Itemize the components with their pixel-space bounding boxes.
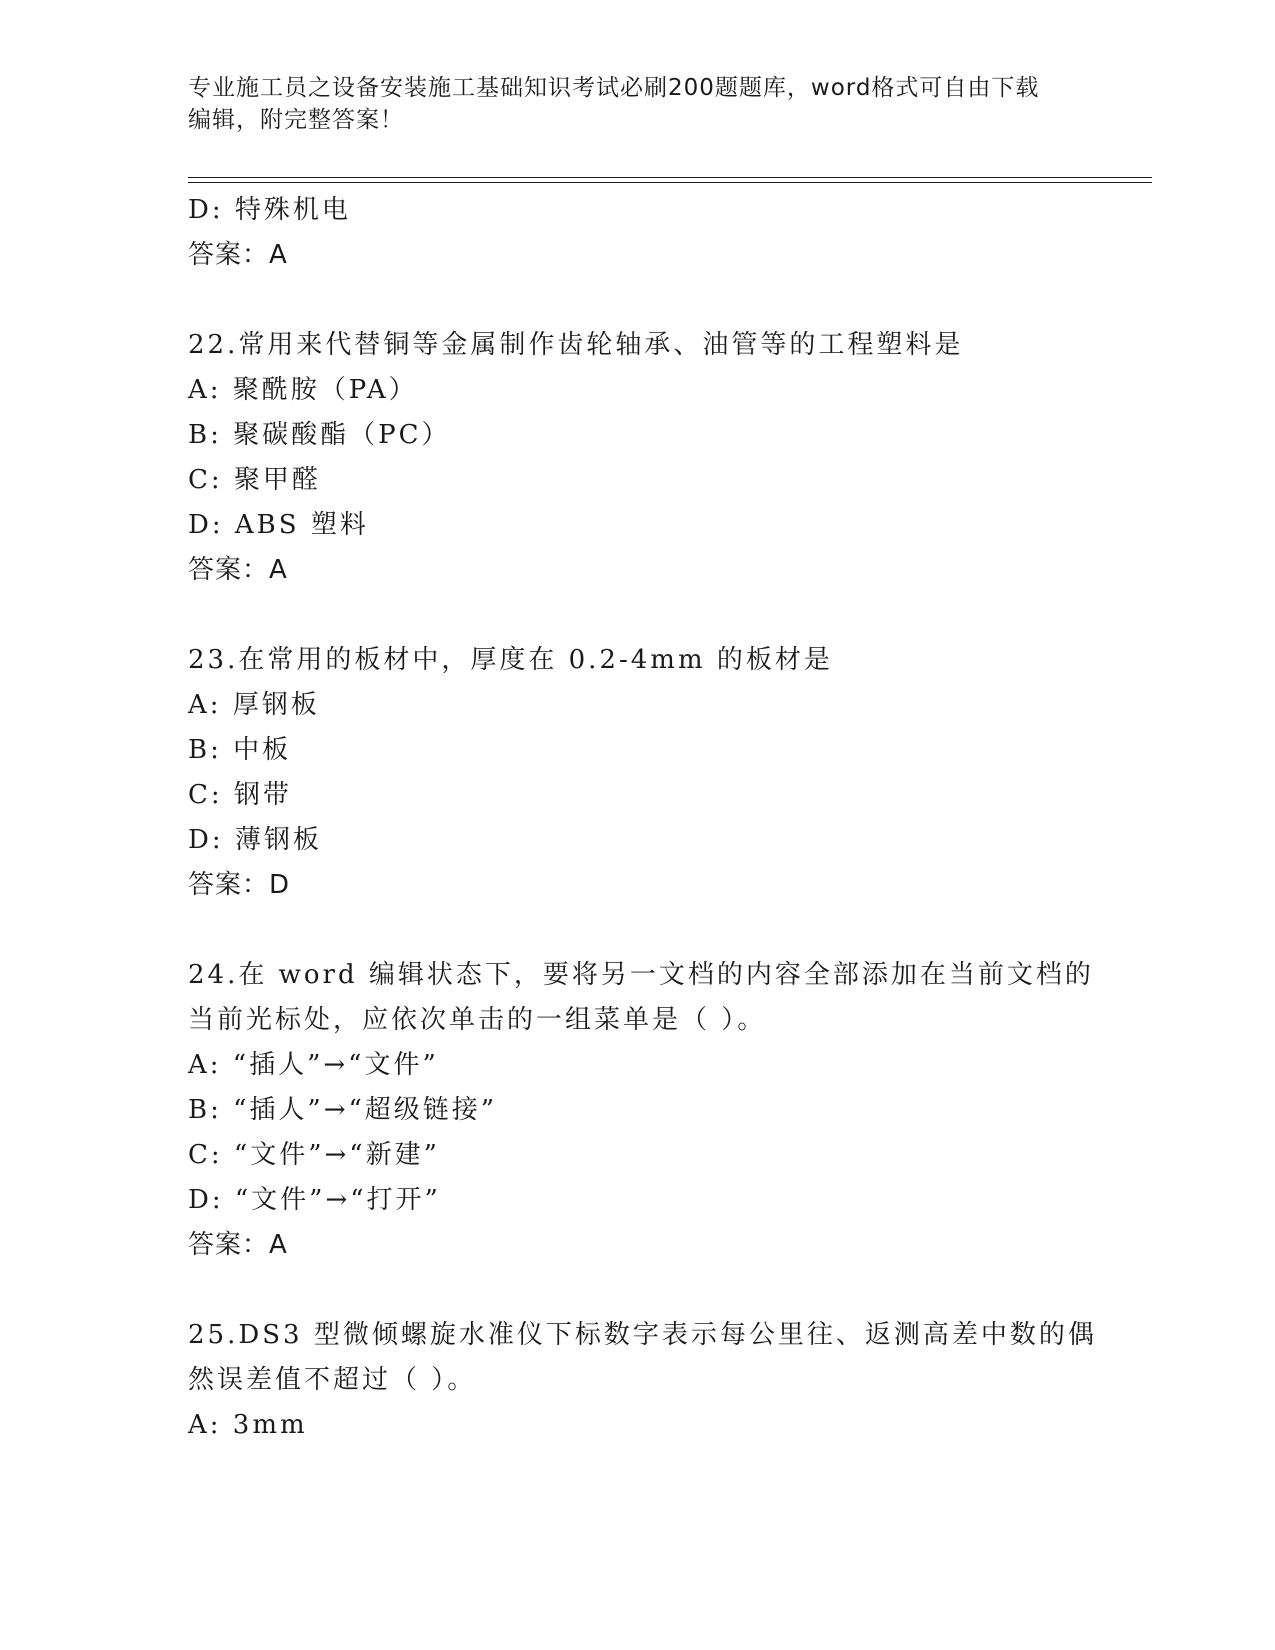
option-a: A: 聚酰胺（PA）: [188, 375, 418, 405]
document-header: [188, 72, 1088, 136]
option-d: D: ABS 塑料: [188, 510, 369, 540]
option-c: C: “文件”→“新建”: [188, 1140, 440, 1170]
document-body: [188, 188, 1097, 1448]
option-b: B: “插人”→“超级链接”: [188, 1095, 498, 1125]
option-a: A: 3mm: [188, 1410, 308, 1440]
question-text-line-1: 25.DS3 型微倾螺旋水准仪下标数字表示每公里往、返测高差中数的偶: [188, 1320, 1097, 1350]
header-line-2: 编辑，附完整答案！: [188, 107, 404, 133]
question-text-line-1: 24.在 word 编辑状态下，要将另一文档的内容全部添加在当前文档的: [188, 960, 1094, 990]
option-c: C: 聚甲醛: [188, 465, 321, 495]
question-text: 22.常用来代替铜等金属制作齿轮轴承、油管等的工程塑料是: [188, 330, 964, 360]
option-a: A: “插人”→“文件”: [188, 1050, 439, 1080]
option-b: B: 中板: [188, 735, 292, 765]
question-text-line-2: 当前光标处，应依次单击的一组菜单是（ ）。: [188, 1005, 767, 1035]
question-24: [188, 953, 1094, 1268]
question-22: [188, 323, 1088, 593]
answer: 答案：A: [188, 1230, 288, 1260]
option-a: A: 厚钢板: [188, 690, 320, 720]
spacer: [188, 278, 1088, 323]
spacer: [188, 908, 1088, 953]
question-text: 23.在常用的板材中，厚度在 0.2-4mm 的板材是: [188, 645, 833, 675]
answer: 答案：A: [188, 240, 288, 270]
spacer: [188, 593, 1088, 638]
header-line-1: 专业施工员之设备安装施工基础知识考试必刷200题题库，word格式可自由下载: [188, 75, 1040, 101]
question-25: [188, 1313, 1097, 1448]
option-c: C: 钢带: [188, 780, 292, 810]
option-d: D: “文件”→“打开”: [188, 1185, 441, 1215]
question-text-line-2: 然误差值不超过（ ）。: [188, 1365, 477, 1395]
option-b: B: 聚碳酸酯（PC）: [188, 420, 451, 450]
option-d: D: 特殊机电: [188, 195, 351, 225]
answer: 答案：D: [188, 870, 291, 900]
header-rule-top: [188, 177, 1152, 178]
spacer: [188, 1268, 1088, 1313]
option-d: D: 薄钢板: [188, 825, 322, 855]
answer: 答案：A: [188, 555, 288, 585]
header-rule-bottom: [188, 182, 1152, 183]
question-23: [188, 638, 1088, 908]
